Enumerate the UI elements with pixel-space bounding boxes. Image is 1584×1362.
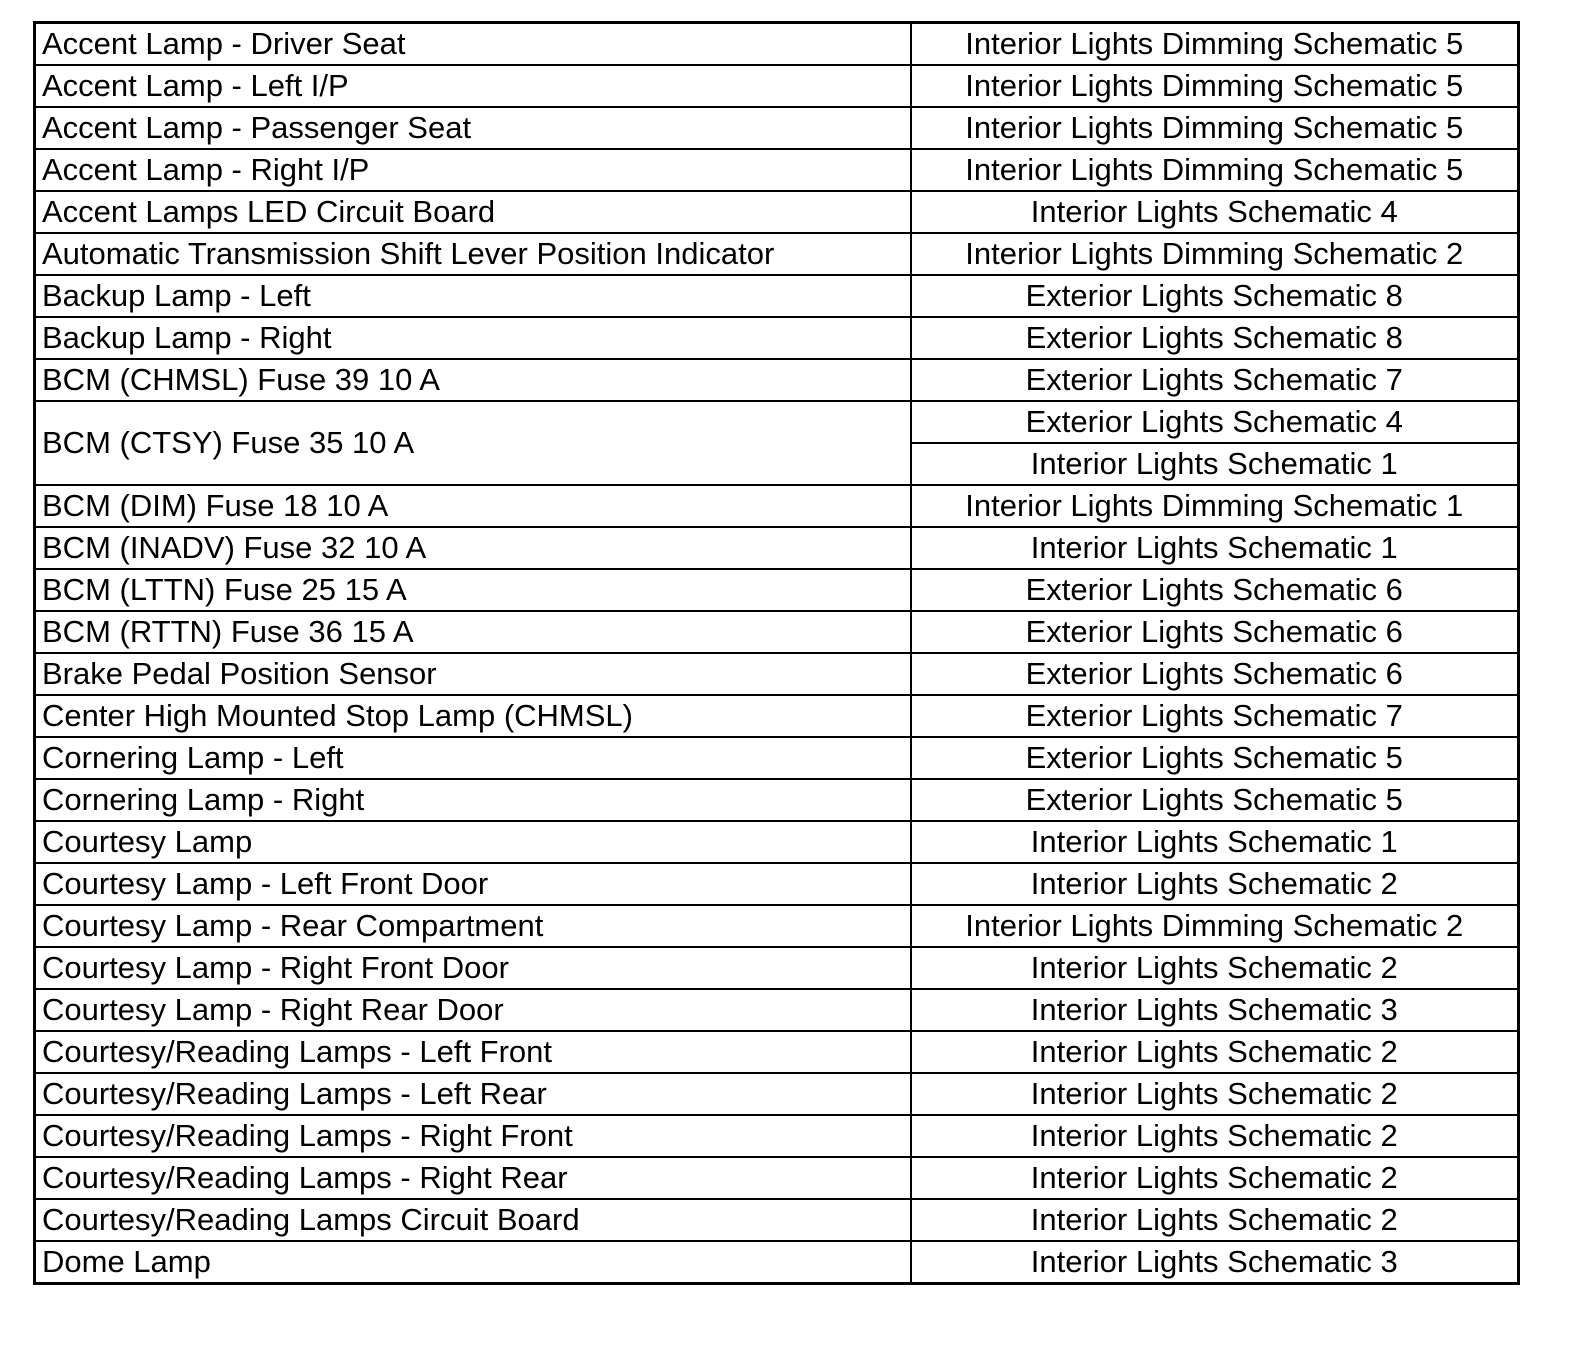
component-name-cell: Brake Pedal Position Sensor — [35, 653, 911, 695]
component-name-cell: Dome Lamp — [35, 1241, 911, 1284]
table-row — [35, 107, 1519, 149]
component-name-cell: Backup Lamp - Right — [35, 317, 911, 359]
table-row — [35, 1073, 1519, 1115]
table-row — [35, 485, 1519, 527]
schematic-reference-cell: Interior Lights Schematic 2 — [911, 1199, 1519, 1241]
component-name-cell: BCM (CTSY) Fuse 35 10 A — [35, 401, 911, 485]
schematic-reference-cell: Interior Lights Dimming Schematic 1 — [911, 485, 1519, 527]
table-row — [35, 149, 1519, 191]
schematic-reference-cell: Exterior Lights Schematic 6 — [911, 569, 1519, 611]
schematic-reference-cell: Interior Lights Schematic 2 — [911, 1073, 1519, 1115]
table-row — [35, 779, 1519, 821]
table-row — [35, 1115, 1519, 1157]
schematic-reference-cell: Interior Lights Schematic 4 — [911, 191, 1519, 233]
schematic-reference-cell: Interior Lights Schematic 1 — [911, 527, 1519, 569]
schematic-reference-cell: Interior Lights Dimming Schematic 2 — [911, 905, 1519, 947]
component-name-cell: Cornering Lamp - Left — [35, 737, 911, 779]
table-row — [35, 569, 1519, 611]
component-name-cell: Courtesy Lamp — [35, 821, 911, 863]
table-row — [35, 863, 1519, 905]
component-name-cell: Courtesy/Reading Lamps - Left Front — [35, 1031, 911, 1073]
schematic-reference-cell: Exterior Lights Schematic 7 — [911, 695, 1519, 737]
component-name-cell: Automatic Transmission Shift Lever Position Indicator — [35, 233, 911, 275]
schematic-reference-cell: Interior Lights Dimming Schematic 5 — [911, 149, 1519, 191]
schematic-reference-cell: Interior Lights Schematic 3 — [911, 1241, 1519, 1284]
table-row — [35, 527, 1519, 569]
schematic-reference-cell: Exterior Lights Schematic 7 — [911, 359, 1519, 401]
component-name-cell: BCM (INADV) Fuse 32 10 A — [35, 527, 911, 569]
schematic-reference-cell: Interior Lights Dimming Schematic 5 — [911, 23, 1519, 66]
schematic-reference-cell: Exterior Lights Schematic 8 — [911, 275, 1519, 317]
table-row — [35, 275, 1519, 317]
table-row — [35, 737, 1519, 779]
component-name-cell: Accent Lamps LED Circuit Board — [35, 191, 911, 233]
component-name-cell: BCM (CHMSL) Fuse 39 10 A — [35, 359, 911, 401]
component-name-cell: Courtesy/Reading Lamps - Right Front — [35, 1115, 911, 1157]
component-name-cell: Accent Lamp - Driver Seat — [35, 23, 911, 66]
schematic-reference-cell: Interior Lights Schematic 2 — [911, 1115, 1519, 1157]
table-row — [35, 611, 1519, 653]
component-name-cell: Accent Lamp - Passenger Seat — [35, 107, 911, 149]
schematic-reference-cell: Interior Lights Dimming Schematic 2 — [911, 233, 1519, 275]
schematic-reference-cell: Interior Lights Dimming Schematic 5 — [911, 65, 1519, 107]
component-name-cell: BCM (DIM) Fuse 18 10 A — [35, 485, 911, 527]
table-row — [35, 1157, 1519, 1199]
component-name-cell: Courtesy/Reading Lamps - Right Rear — [35, 1157, 911, 1199]
table-row — [35, 233, 1519, 275]
table-row — [35, 653, 1519, 695]
component-name-cell: BCM (RTTN) Fuse 36 15 A — [35, 611, 911, 653]
table-row — [35, 989, 1519, 1031]
component-name-cell: Courtesy Lamp - Right Front Door — [35, 947, 911, 989]
component-name-cell: BCM (LTTN) Fuse 25 15 A — [35, 569, 911, 611]
schematic-reference-cell: Interior Lights Schematic 1 — [911, 821, 1519, 863]
component-name-cell: Courtesy/Reading Lamps - Left Rear — [35, 1073, 911, 1115]
schematic-reference-cell: Interior Lights Schematic 2 — [911, 863, 1519, 905]
component-name-cell: Accent Lamp - Left I/P — [35, 65, 911, 107]
table-row — [35, 695, 1519, 737]
table-body — [35, 23, 1519, 1284]
component-name-cell: Backup Lamp - Left — [35, 275, 911, 317]
schematic-reference-cell: Exterior Lights Schematic 5 — [911, 779, 1519, 821]
component-name-cell: Courtesy Lamp - Right Rear Door — [35, 989, 911, 1031]
schematic-reference-cell: Exterior Lights Schematic 8 — [911, 317, 1519, 359]
component-name-cell: Center High Mounted Stop Lamp (CHMSL) — [35, 695, 911, 737]
table-row — [35, 905, 1519, 947]
schematic-reference-cell: Exterior Lights Schematic 4 — [911, 401, 1519, 443]
table-row — [35, 1031, 1519, 1073]
component-name-cell: Cornering Lamp - Right — [35, 779, 911, 821]
component-name-cell: Courtesy Lamp - Rear Compartment — [35, 905, 911, 947]
schematic-reference-cell: Exterior Lights Schematic 5 — [911, 737, 1519, 779]
schematic-reference-cell: Interior Lights Schematic 3 — [911, 989, 1519, 1031]
schematic-reference-cell: Interior Lights Schematic 1 — [911, 443, 1519, 485]
component-name-cell: Courtesy/Reading Lamps Circuit Board — [35, 1199, 911, 1241]
table-row — [35, 65, 1519, 107]
schematic-reference-cell: Exterior Lights Schematic 6 — [911, 611, 1519, 653]
component-name-cell: Accent Lamp - Right I/P — [35, 149, 911, 191]
schematic-reference-cell: Interior Lights Schematic 2 — [911, 1031, 1519, 1073]
table-row — [35, 191, 1519, 233]
schematic-reference-cell: Interior Lights Dimming Schematic 5 — [911, 107, 1519, 149]
table-row — [35, 359, 1519, 401]
table-row — [35, 23, 1519, 66]
component-schematic-table — [33, 21, 1520, 1285]
table-row — [35, 947, 1519, 989]
table-row — [35, 1199, 1519, 1241]
schematic-reference-cell: Interior Lights Schematic 2 — [911, 947, 1519, 989]
table-row — [35, 317, 1519, 359]
schematic-reference-cell: Exterior Lights Schematic 6 — [911, 653, 1519, 695]
component-index-sheet — [33, 21, 1520, 1285]
table-row — [35, 401, 1519, 443]
component-name-cell: Courtesy Lamp - Left Front Door — [35, 863, 911, 905]
schematic-reference-cell: Interior Lights Schematic 2 — [911, 1157, 1519, 1199]
table-row — [35, 1241, 1519, 1284]
table-row — [35, 821, 1519, 863]
